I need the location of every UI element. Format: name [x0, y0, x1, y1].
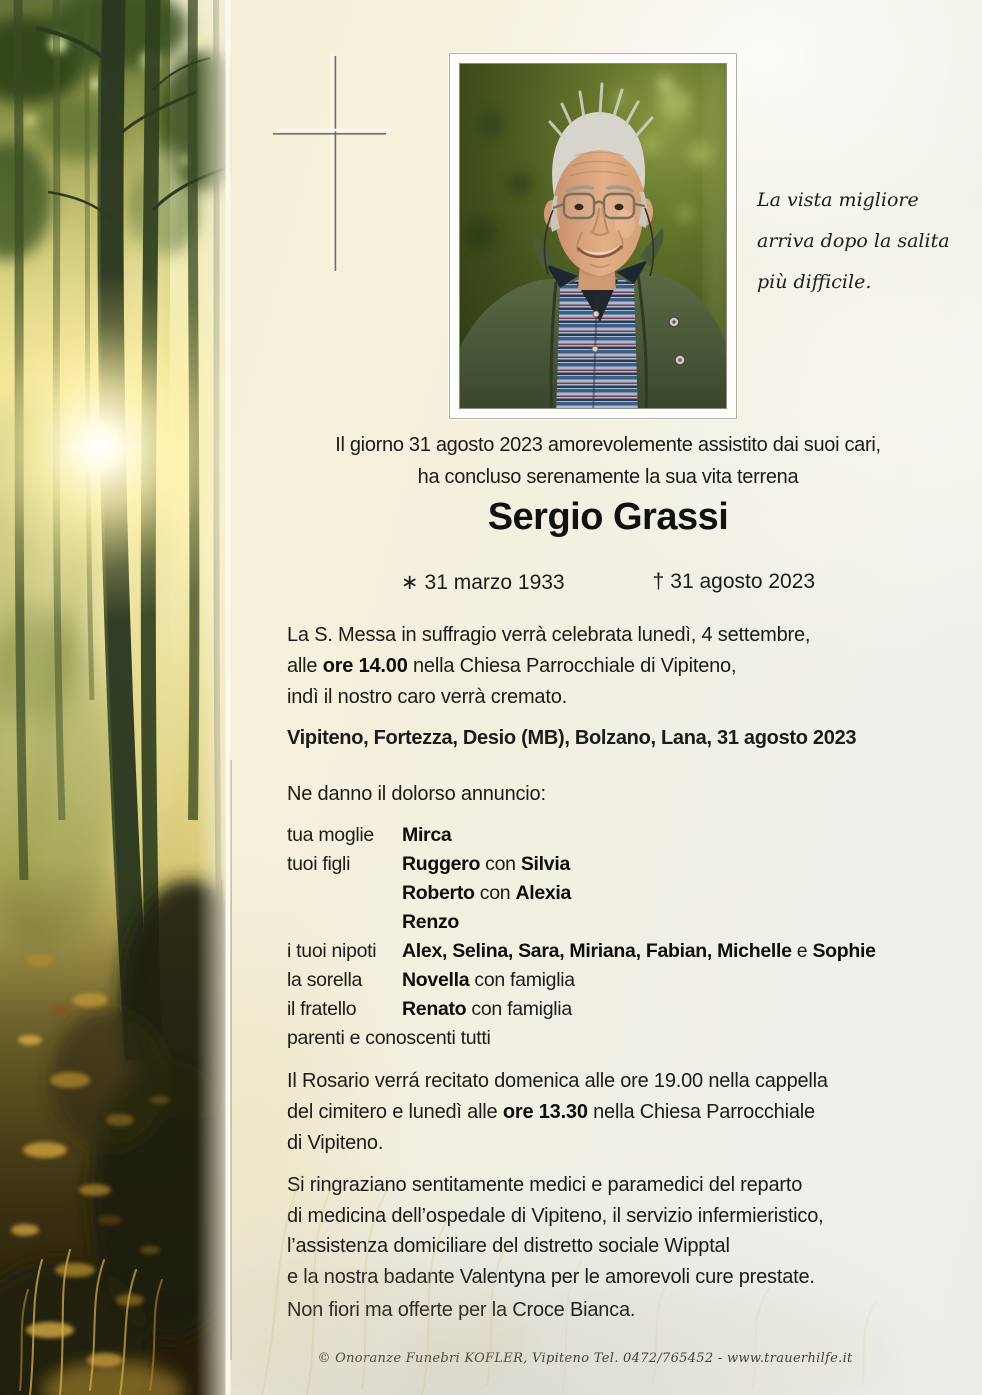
birth-date [401, 570, 565, 595]
relation-names: Novella con famiglia [402, 969, 575, 991]
forest-photo-strip [0, 0, 232, 1395]
relation-label [287, 879, 402, 908]
funeral-home-credit: © Onoranze Funebri KOFLER, Vipiteno Tel. 0472/765452 - www.trauerhilfe.it [317, 1351, 853, 1366]
forest-sunrise-image [0, 0, 232, 1395]
relation-names: Mirca [402, 824, 452, 846]
relation-names: Renato con famiglia [402, 998, 572, 1020]
intro-text: Il giorno 31 agosto 2023 amorevolemente assistito dai suoi cari, ha concluso serenamente la sua vita terrena [335, 434, 881, 488]
family-closing-line: parenti e conoscenti tutti [287, 1027, 491, 1049]
memorial-cross-icon [273, 53, 395, 271]
relation-names: Ruggero con Silvia [402, 853, 570, 875]
portrait-photo [459, 63, 727, 409]
portrait-photo-frame [449, 53, 737, 419]
relation-label: i tuoi nipoti [287, 940, 377, 962]
relation-names: Renzo [402, 911, 460, 933]
relation-label [287, 908, 402, 937]
thanks-text: Si ringraziano sentitamente medici e paramedici del reparto di medicina dell’ospedale di Vipiteno, il servizio infermieristico, l’assistenza domiciliare del distretto sociale Wipptal e la nostra badante Valentyna per le amorevoli cure prestate. [287, 1174, 824, 1288]
death-dagger-icon: † [652, 570, 665, 593]
relation-label: il fratello [287, 998, 357, 1020]
death-date [653, 570, 815, 595]
death-date-text: 31 agosto 2023 [670, 570, 816, 593]
relation-names: Roberto con Alexia [402, 882, 572, 904]
flowers-request: Non fiori ma offerte per la Croce Bianca. [287, 1299, 636, 1321]
mass-announcement: La S. Messa in suffragio verrà celebrata lunedì, 4 settembre, alle ore 14.00 nella Chiesa Parrocchiale di Vipiteno, indì il nostro caro verrà cremato. [287, 624, 811, 708]
portrait-illustration [460, 64, 726, 408]
memorial-quote: La vista migliore arriva dopo la salita più difficile. [757, 189, 950, 293]
relation-label: tuoi figli [287, 853, 351, 875]
rosary-announcement: Il Rosario verrá recitato domenica alle ore 19.00 nella cappella del cimitero e lunedì alle ore 13.30 nella Chiesa Parrocchiale di Vipiteno. [287, 1070, 828, 1154]
birth-star-icon: ∗ [400, 571, 419, 594]
relation-label: la sorella [287, 969, 363, 991]
family-list [287, 821, 977, 1053]
places-date-line: Vipiteno, Fortezza, Desio (MB), Bolzano, Lana, 31 agosto 2023 [287, 727, 857, 749]
deceased-name: Sergio Grassi [487, 496, 729, 538]
life-dates [250, 570, 966, 595]
relation-names: Alex, Selina, Sara, Miriana, Fabian, Michelle e Sophie [402, 940, 876, 962]
birth-date-text: 31 marzo 1933 [424, 571, 565, 594]
relation-label: tua moglie [287, 824, 374, 846]
announcement-intro: Ne danno il dolorso annuncio: [287, 783, 546, 805]
